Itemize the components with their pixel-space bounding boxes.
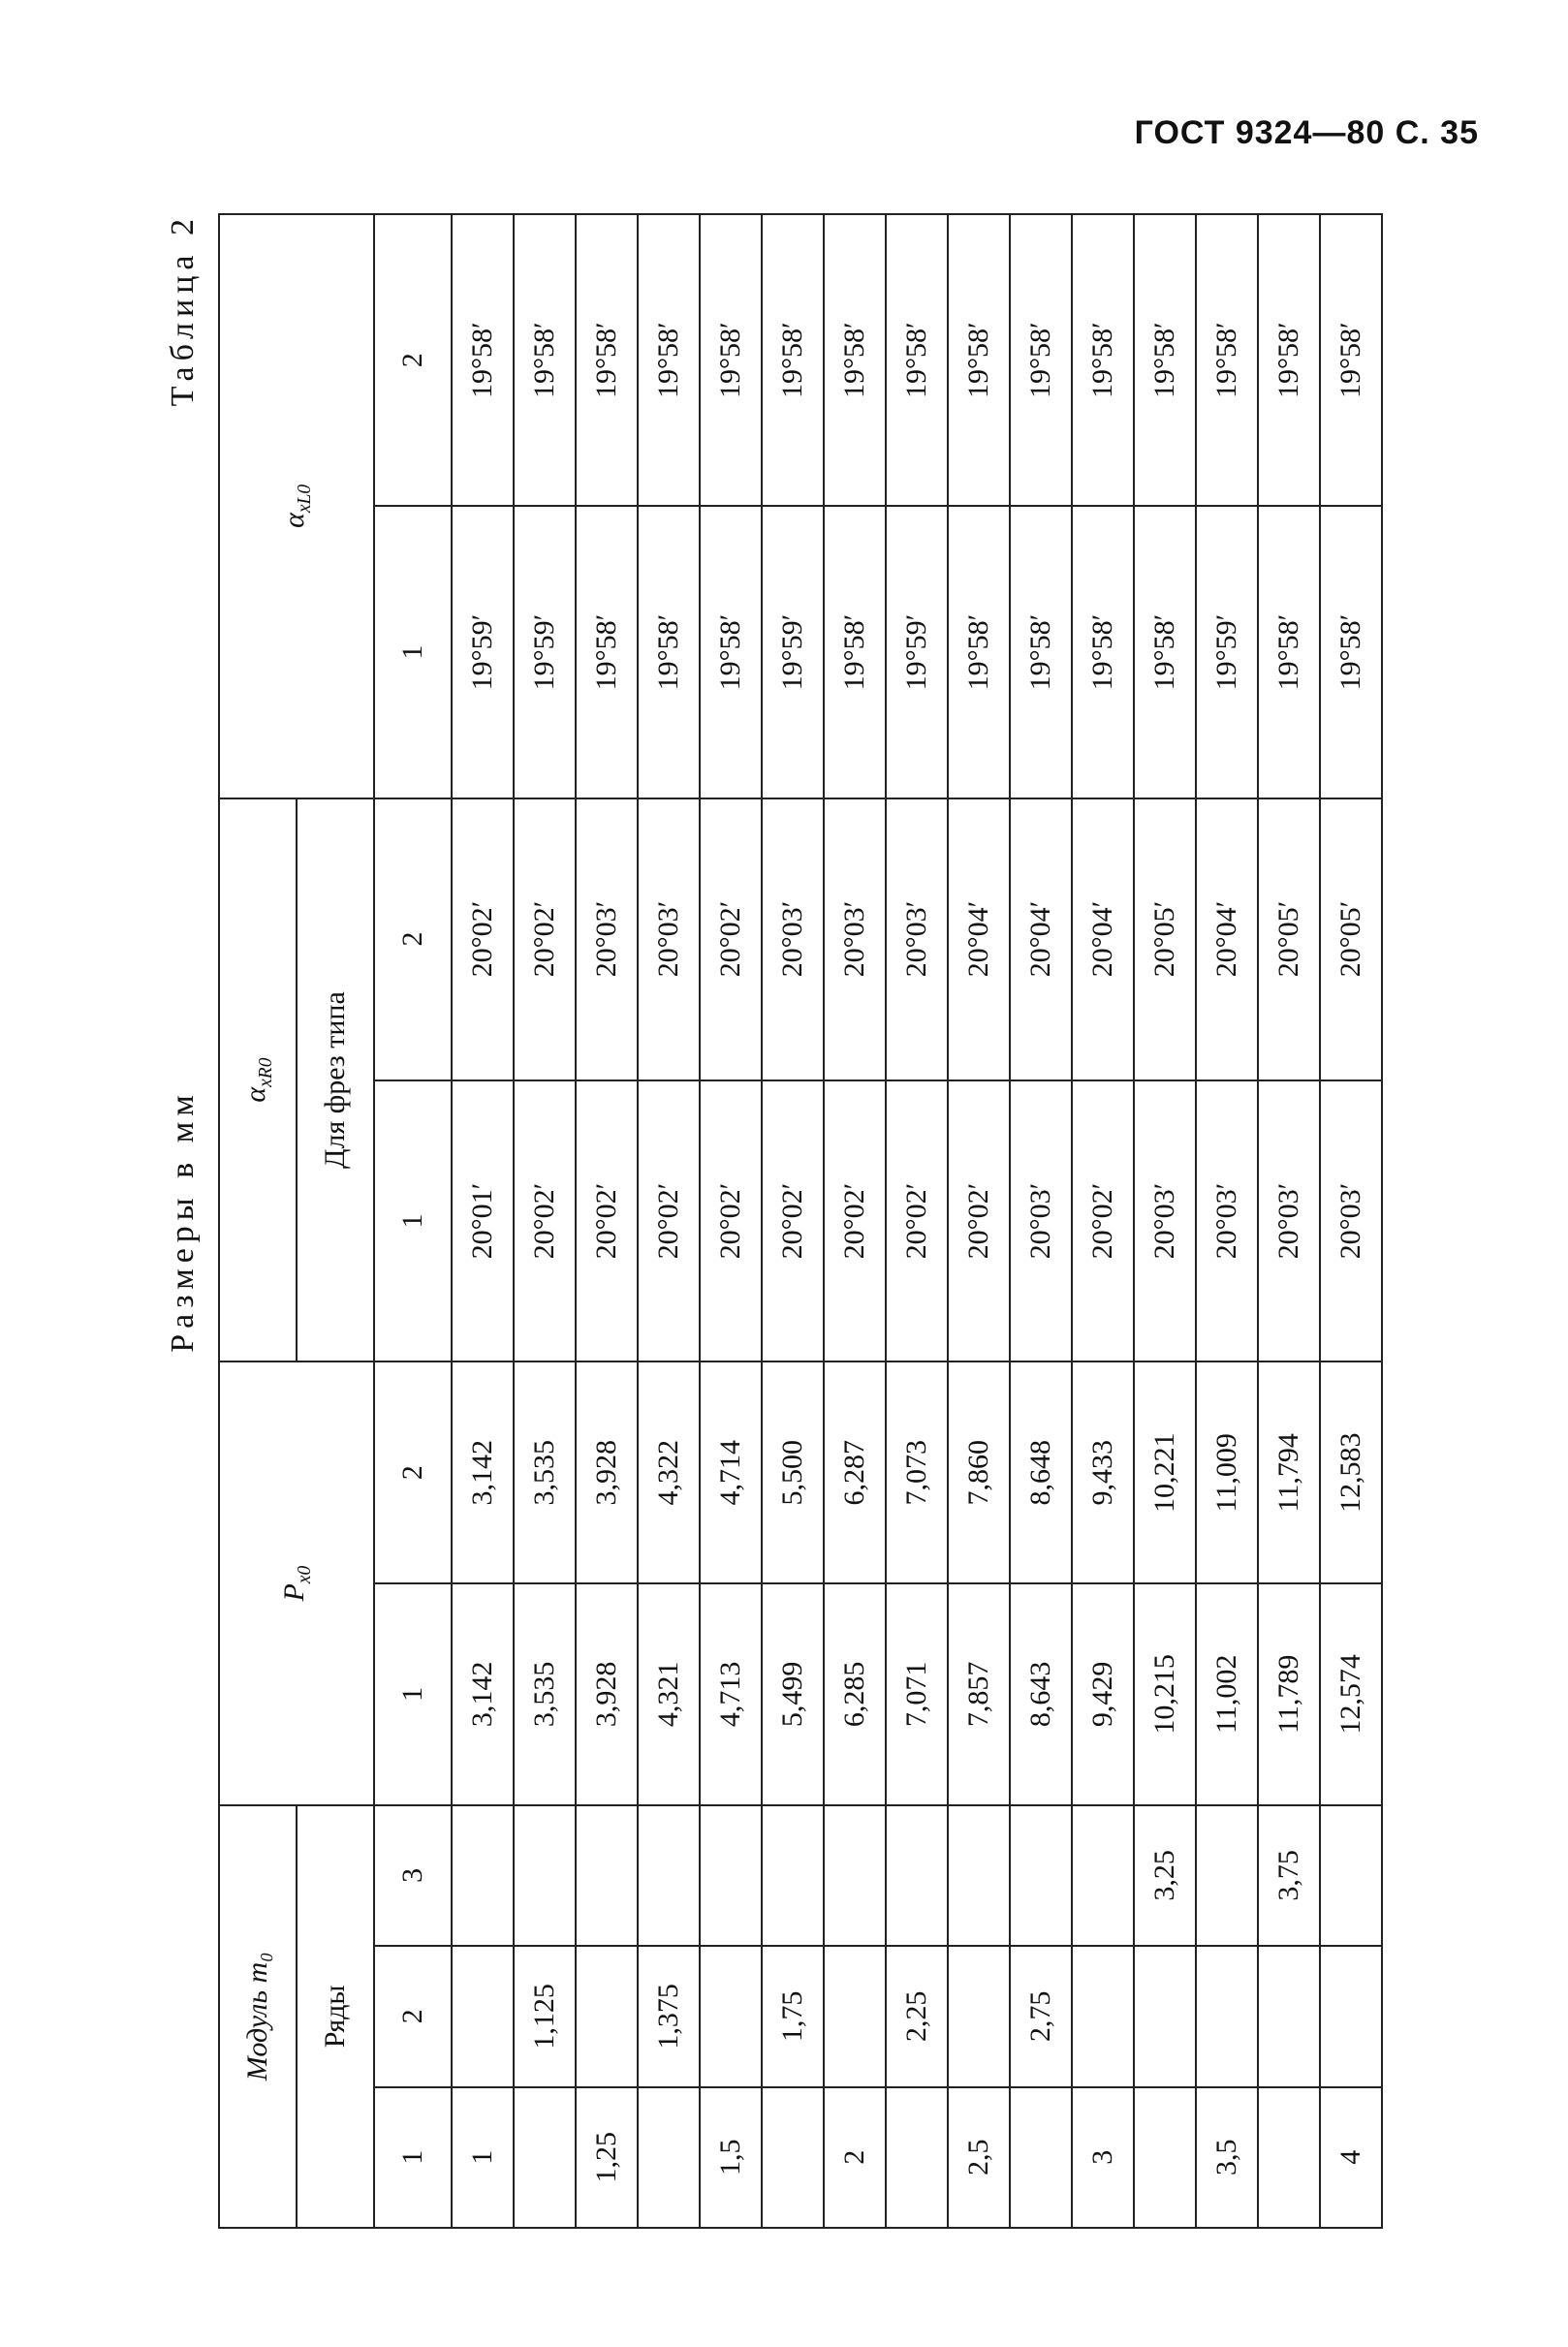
table-cell: 19°58′	[824, 214, 886, 506]
table-cell: 4,321	[638, 1583, 700, 1805]
table-cell	[700, 1946, 762, 2086]
table-cell: 10,221	[1134, 1361, 1196, 1583]
units-caption: Размеры в мм	[165, 1089, 201, 1353]
table-cell: 20°03′	[886, 798, 948, 1080]
table-cell: 20°02′	[1072, 1080, 1134, 1362]
table-cell: 20°03′	[1134, 1080, 1196, 1362]
table-cell: 20°03′	[1010, 1080, 1072, 1362]
col-label: 2	[374, 798, 452, 1080]
table-cell: 1,25	[576, 2087, 638, 2228]
table-cell: 3,535	[514, 1361, 576, 1583]
table-cell: 20°03′	[1196, 1080, 1258, 1362]
table-cell: 20°04′	[1196, 798, 1258, 1080]
module-header: Модуль m₀	[219, 1805, 297, 2228]
table-cell	[638, 1805, 700, 1946]
table-cell: 20°04′	[1072, 798, 1134, 1080]
table-cell: 20°03′	[762, 798, 824, 1080]
col-label: 3	[374, 1805, 452, 1946]
table-cell	[1320, 1805, 1382, 1946]
table-cell: 7,071	[886, 1583, 948, 1805]
table-row	[452, 214, 514, 2228]
table-cell: 20°05′	[1258, 798, 1320, 1080]
table-cell: 2,75	[1010, 1946, 1072, 2086]
table-cell: 19°58′	[762, 214, 824, 506]
table-cell: 3,928	[576, 1361, 638, 1583]
table-cell: 1	[452, 2087, 514, 2228]
table-cell: 12,583	[1320, 1361, 1382, 1583]
rotated-table-page	[165, 213, 1483, 2229]
table-cell: 20°02′	[762, 1080, 824, 1362]
table-cell: 1,375	[638, 1946, 700, 2086]
table-cell: 19°58′	[948, 214, 1010, 506]
table-row	[824, 214, 886, 2228]
table-cell	[1196, 1805, 1258, 1946]
table-cell: 19°58′	[1010, 214, 1072, 506]
col-label: 1	[374, 506, 452, 798]
table-cell	[1196, 1946, 1258, 2086]
table-cell: 3,142	[452, 1361, 514, 1583]
table-cell	[1258, 2087, 1320, 2228]
table-cell: 4,713	[700, 1583, 762, 1805]
table-cell: 19°58′	[700, 214, 762, 506]
table-cell	[762, 1805, 824, 1946]
table-cell: 11,002	[1196, 1583, 1258, 1805]
table-cell	[886, 2087, 948, 2228]
table-cell: 1,125	[514, 1946, 576, 2086]
col-label: 1	[374, 1080, 452, 1362]
table-cell	[762, 2087, 824, 2228]
table-cell	[1072, 1946, 1134, 2086]
col-label: 2	[374, 1946, 452, 2086]
table-cell: 19°58′	[1196, 214, 1258, 506]
table-cell: 7,073	[886, 1361, 948, 1583]
table-cell: 19°58′	[1134, 506, 1196, 798]
table-cell: 19°58′	[514, 214, 576, 506]
table-cell: 3,142	[452, 1583, 514, 1805]
table-body	[452, 214, 1382, 2228]
axl0-header: $\alpha_{xL0}$	[219, 214, 374, 798]
table-cell: 11,789	[1258, 1583, 1320, 1805]
table-cell: 20°03′	[576, 798, 638, 1080]
table-row	[514, 214, 576, 2228]
table-row	[762, 214, 824, 2228]
table-cell: 19°58′	[1134, 214, 1196, 506]
table-cell: 19°58′	[824, 506, 886, 798]
table-cell: 4,714	[700, 1361, 762, 1583]
table-row	[1134, 214, 1196, 2228]
table-cell: 19°58′	[576, 506, 638, 798]
table-cell: 20°02′	[886, 1080, 948, 1362]
table-cell	[452, 1805, 514, 1946]
table-cell: 3,75	[1258, 1805, 1320, 1946]
table-cell: 20°01′	[452, 1080, 514, 1362]
table-cell	[1134, 2087, 1196, 2228]
col-label: 1	[374, 1583, 452, 1805]
table-cell: 19°59′	[452, 506, 514, 798]
table-cell: 3	[1072, 2087, 1134, 2228]
table-cell: 19°58′	[1258, 214, 1320, 506]
table-row	[1072, 214, 1134, 2228]
col-label: 1	[374, 2087, 452, 2228]
table-cell: 3,5	[1196, 2087, 1258, 2228]
table-cell: 20°02′	[700, 1080, 762, 1362]
table-cell: 20°05′	[1320, 798, 1382, 1080]
px0-header: $P_{x0}$	[219, 1361, 374, 1804]
table-cell: 20°02′	[514, 798, 576, 1080]
table-cell: 19°58′	[1320, 214, 1382, 506]
table-cell: 20°02′	[824, 1080, 886, 1362]
table-cell: 19°59′	[886, 506, 948, 798]
table-cell: 20°02′	[638, 1080, 700, 1362]
table-row	[1258, 214, 1320, 2228]
table-row	[1196, 214, 1258, 2228]
table-cell: 9,429	[1072, 1583, 1134, 1805]
table-cell	[638, 2087, 700, 2228]
table-cell: 19°58′	[948, 506, 1010, 798]
table-cell: 4	[1320, 2087, 1382, 2228]
table-cell	[514, 1805, 576, 1946]
table-cell: 20°02′	[514, 1080, 576, 1362]
table-cell	[514, 2087, 576, 2228]
table-cell: 19°58′	[1258, 506, 1320, 798]
table-row	[1010, 214, 1072, 2228]
table-cell	[700, 1805, 762, 1946]
table-cell: 20°03′	[824, 798, 886, 1080]
table-row	[576, 214, 638, 2228]
table-cell	[452, 1946, 514, 2086]
table-cell: 11,794	[1258, 1361, 1320, 1583]
table-cell: 20°02′	[948, 1080, 1010, 1362]
table-cell: 4,322	[638, 1361, 700, 1583]
table-cell: 5,500	[762, 1361, 824, 1583]
table-cell: 1,75	[762, 1946, 824, 2086]
table-cell: 3,25	[1134, 1805, 1196, 1946]
table-cell: 19°58′	[886, 214, 948, 506]
table-cell: 19°58′	[1320, 506, 1382, 798]
table-cell: 11,009	[1196, 1361, 1258, 1583]
table-row	[948, 214, 1010, 2228]
table-cell	[948, 1946, 1010, 2086]
table-cell: 2,25	[886, 1946, 948, 2086]
table-cell	[1320, 1946, 1382, 2086]
table-cell: 3,928	[576, 1583, 638, 1805]
table-cell: 19°59′	[514, 506, 576, 798]
table-cell: 19°58′	[1010, 506, 1072, 798]
table-cell: 19°58′	[452, 214, 514, 506]
table-caption: Таблица 2	[165, 213, 201, 407]
axr0-header: $\alpha_{xR0}$	[219, 798, 297, 1362]
table-row	[700, 214, 762, 2228]
table-cell	[576, 1946, 638, 2086]
table-cell: 20°05′	[1134, 798, 1196, 1080]
table-cell: 20°03′	[1258, 1080, 1320, 1362]
table-cell: 12,574	[1320, 1583, 1382, 1805]
table-cell: 19°58′	[576, 214, 638, 506]
table-cell: 3,535	[514, 1583, 576, 1805]
table-cell: 8,648	[1010, 1361, 1072, 1583]
table-cell: 19°58′	[638, 214, 700, 506]
table-cell: 9,433	[1072, 1361, 1134, 1583]
table-cell	[1010, 1805, 1072, 1946]
table-cell	[1258, 1946, 1320, 2086]
table-cell	[886, 1805, 948, 1946]
table-row	[638, 214, 700, 2228]
col-label: 2	[374, 1361, 452, 1583]
table-cell: 20°02′	[700, 798, 762, 1080]
table-cell: 2,5	[948, 2087, 1010, 2228]
table-cell: 8,643	[1010, 1583, 1072, 1805]
table-cell: 20°04′	[1010, 798, 1072, 1080]
table-cell	[1072, 1805, 1134, 1946]
cutter-type-label: Для фрез типа	[297, 798, 374, 1362]
table-cell: 20°03′	[638, 798, 700, 1080]
table-cell: 10,215	[1134, 1583, 1196, 1805]
table-cell	[948, 1805, 1010, 1946]
table-cell: 1,5	[700, 2087, 762, 2228]
table-cell: 19°59′	[762, 506, 824, 798]
table-cell: 20°04′	[948, 798, 1010, 1080]
col-label: 2	[374, 214, 452, 506]
table-cell: 7,857	[948, 1583, 1010, 1805]
table-cell: 19°58′	[1072, 506, 1134, 798]
table-cell: 2	[824, 2087, 886, 2228]
table-cell: 6,285	[824, 1583, 886, 1805]
rows-label: Ряды	[297, 1805, 374, 2228]
table-cell	[1010, 2087, 1072, 2228]
table-cell: 19°58′	[700, 506, 762, 798]
table-cell: 20°02′	[576, 1080, 638, 1362]
table-cell: 19°58′	[1072, 214, 1134, 506]
table-cell: 19°59′	[1196, 506, 1258, 798]
table-cell: 20°03′	[1320, 1080, 1382, 1362]
table-cell	[824, 1805, 886, 1946]
table-cell: 19°58′	[638, 506, 700, 798]
table-cell	[824, 1946, 886, 2086]
table-cell	[1134, 1946, 1196, 2086]
table-cell: 5,499	[762, 1583, 824, 1805]
page-header: ГОСТ 9324—80 С. 35	[1134, 114, 1479, 151]
table-cell: 20°02′	[452, 798, 514, 1080]
table-row	[1320, 214, 1382, 2228]
table-cell: 7,860	[948, 1361, 1010, 1583]
data-table	[218, 213, 1383, 2229]
table-row	[886, 214, 948, 2228]
table-cell	[576, 1805, 638, 1946]
table-cell: 6,287	[824, 1361, 886, 1583]
